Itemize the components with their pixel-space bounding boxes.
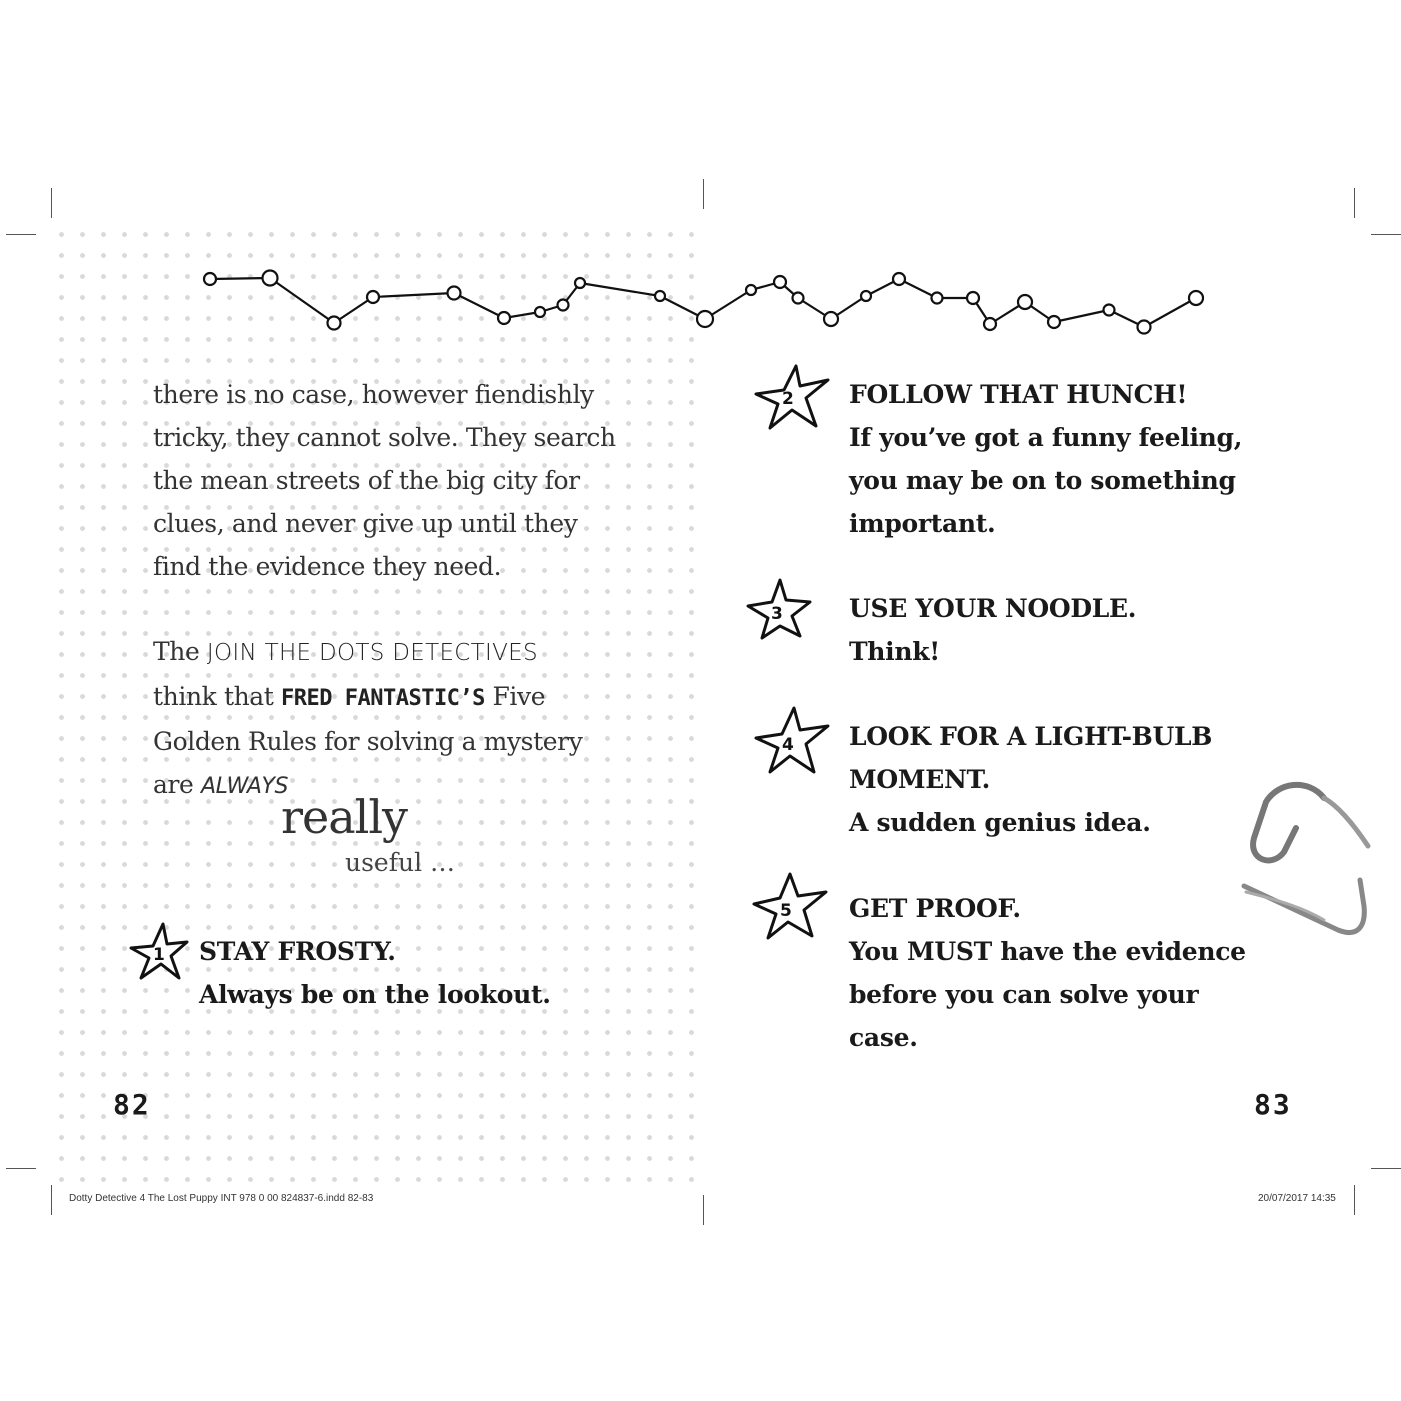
intro-text <box>153 373 623 808</box>
star-icon <box>127 920 191 984</box>
star-icon <box>744 576 814 640</box>
rule-desc: Always be on the lookout. <box>199 980 551 1009</box>
crop-mark <box>703 1195 704 1225</box>
rule-1 <box>199 930 551 1016</box>
text-line: tricky, they cannot solve. They search <box>153 423 616 452</box>
page-number-right: 83 <box>1254 1088 1292 1121</box>
crop-mark <box>1354 1185 1355 1215</box>
join-the-dots-detectives: JOIN THE DOTS DETECTIVES <box>206 640 538 666</box>
rule-desc: before you can solve your <box>849 980 1199 1009</box>
star-icon <box>750 870 830 940</box>
slug-file-info: Dotty Detective 4 The Lost Puppy INT 978 0 00 824837-6.indd 82-83 <box>69 1193 374 1204</box>
text-line: Golden Rules for solving a mystery <box>153 727 583 756</box>
join-the-dots-line <box>0 0 1401 400</box>
text-line: find the evidence they need. <box>153 552 502 581</box>
text-the: The <box>153 637 200 666</box>
fred-fantastic: FRED FANTASTIC’S <box>281 686 485 711</box>
text-line <box>153 675 623 720</box>
always-italic: ALWAYS <box>201 774 289 799</box>
rule-desc: you may be on to something <box>849 466 1236 495</box>
page-number-left: 82 <box>113 1088 151 1121</box>
rule-number: 5 <box>780 901 792 921</box>
rule-4 <box>849 715 1212 844</box>
text-line <box>153 630 623 675</box>
rule-2 <box>849 373 1242 545</box>
really-text: really <box>281 790 408 844</box>
star-icon <box>752 704 832 776</box>
crop-mark <box>6 1168 36 1169</box>
rule-desc: A sudden genius idea. <box>849 808 1151 837</box>
text-line: there is no case, however fiendishly <box>153 380 594 409</box>
rule-title: GET PROOF. <box>849 894 1021 923</box>
rule-desc: important. <box>849 509 996 538</box>
text-line: clues, and never give up until they <box>153 509 578 538</box>
rule-desc: If you’ve got a funny feeling, <box>849 423 1243 452</box>
rule-desc: Think! <box>849 637 940 666</box>
text-think: think that <box>153 682 274 711</box>
rule-5 <box>849 887 1246 1059</box>
crop-mark <box>1371 1168 1401 1169</box>
rule-number: 4 <box>782 735 794 755</box>
rule-number: 2 <box>782 389 794 409</box>
star-icon <box>752 362 832 432</box>
rule-title-cont: MOMENT. <box>849 765 991 794</box>
rule-number: 3 <box>771 604 783 624</box>
rule-title: USE YOUR NOODLE. <box>849 594 1137 623</box>
text-are: are <box>153 770 194 799</box>
rule-desc: You MUST have the evidence <box>849 937 1246 966</box>
rule-title: LOOK FOR A LIGHT-BULB <box>849 722 1213 751</box>
rule-title: STAY FROSTY. <box>199 937 396 966</box>
useful-text: useful … <box>345 848 456 877</box>
text-five: Five <box>492 682 546 711</box>
paperclip-icon <box>1238 776 1374 940</box>
rule-3 <box>849 587 1136 673</box>
rule-desc: case. <box>849 1023 918 1052</box>
rule-number: 1 <box>153 945 165 965</box>
text-line: the mean streets of the big city for <box>153 466 580 495</box>
slug-date: 20/07/2017 14:35 <box>1258 1193 1336 1204</box>
rule-title: FOLLOW THAT HUNCH! <box>849 380 1188 409</box>
crop-mark <box>51 1185 52 1215</box>
